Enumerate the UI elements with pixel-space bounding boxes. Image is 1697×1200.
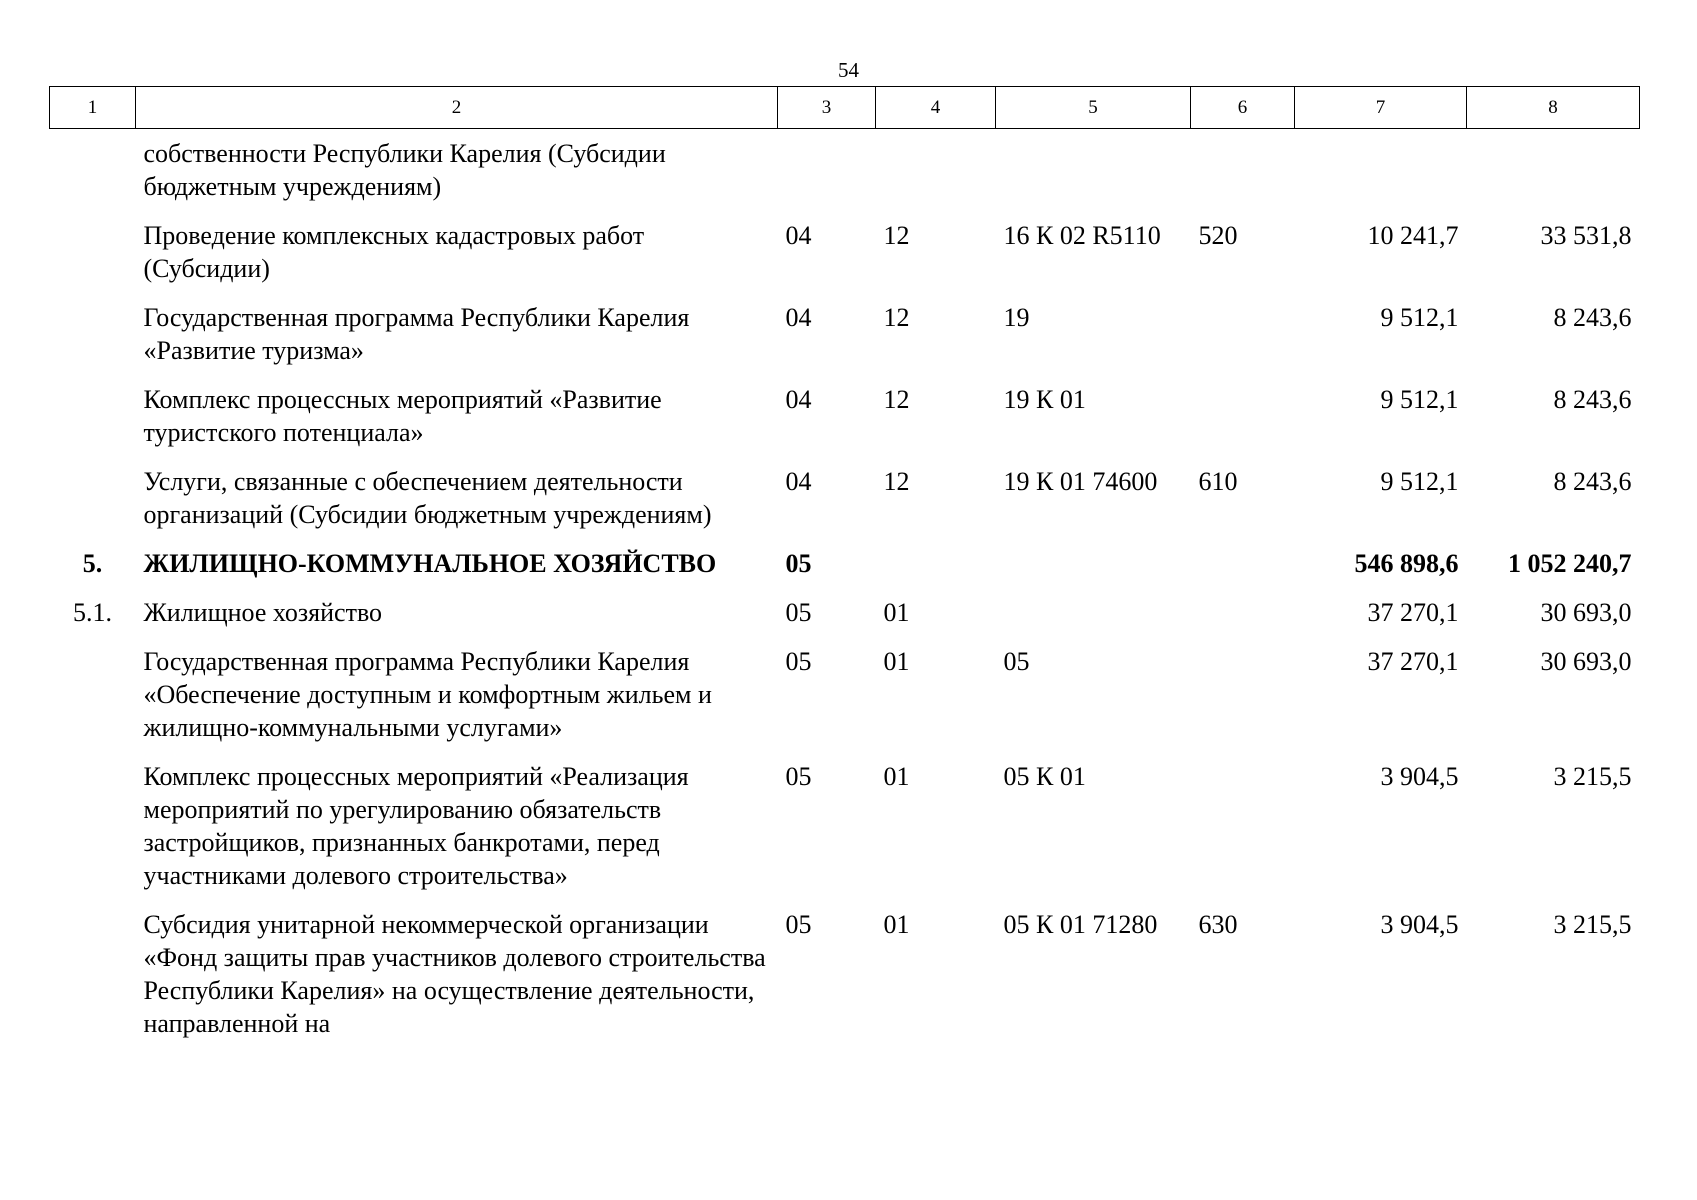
row-number: 5.1.	[73, 598, 112, 627]
row-number	[50, 908, 136, 1056]
row-target-code: 19 К 01	[1003, 385, 1086, 414]
table-row	[50, 219, 1640, 301]
row-target-code	[996, 129, 1191, 220]
row-amount-col7: 9 512,1	[1380, 385, 1459, 414]
page-number: 54	[838, 58, 859, 82]
row-amount-col7: 37 270,1	[1367, 647, 1459, 676]
row-subsection: 12	[883, 467, 910, 496]
table-row	[50, 645, 1640, 760]
row-expense-type	[1191, 383, 1295, 465]
row-name: Услуги, связанные с обеспечением деятельности организаций (Субсидии бюджетным учреждениям)	[143, 467, 712, 529]
row-subsection: 12	[883, 385, 910, 414]
row-section: 05	[785, 647, 812, 676]
table-row	[50, 547, 1640, 596]
row-name: Проведение комплексных кадастровых работ (Субсидии)	[143, 221, 645, 283]
row-expense-type	[1191, 645, 1295, 760]
row-section: 04	[785, 467, 812, 496]
row-section: 05	[785, 762, 812, 791]
row-amount-col8: 1 052 240,7	[1508, 549, 1632, 578]
row-expense-type	[1191, 760, 1295, 908]
row-amount-col8: 3 215,5	[1553, 910, 1632, 939]
row-subsection: 12	[883, 221, 910, 250]
row-target-code: 16 К 02 R5110	[1003, 221, 1161, 250]
header-col-6: 6	[1191, 87, 1295, 129]
row-number	[50, 301, 136, 383]
row-section: 05	[785, 549, 812, 578]
row-amount-col8	[1467, 129, 1640, 220]
header-col-4: 4	[876, 87, 996, 129]
row-section: 04	[785, 303, 812, 332]
row-amount-col7: 10 241,7	[1367, 221, 1459, 250]
row-subsection: 01	[883, 762, 910, 791]
row-target-code: 05	[1003, 647, 1030, 676]
row-subsection	[876, 129, 996, 220]
table-body	[50, 129, 1640, 1057]
row-name: ЖИЛИЩНО-КОММУНАЛЬНОЕ ХОЗЯЙСТВО	[143, 549, 717, 578]
row-name: Государственная программа Республики Карелия «Обеспечение доступным и комфортным жильем и жилищно-коммунальными услугами»	[143, 647, 712, 742]
row-number: 5.	[82, 549, 103, 578]
row-section: 04	[785, 385, 812, 414]
row-target-code: 05 К 01	[1003, 762, 1086, 791]
row-subsection: 01	[883, 647, 910, 676]
row-subsection: 12	[883, 303, 910, 332]
table-row	[50, 383, 1640, 465]
row-amount-col8: 30 693,0	[1540, 598, 1632, 627]
row-amount-col7	[1295, 129, 1467, 220]
row-amount-col8: 8 243,6	[1553, 303, 1632, 332]
row-target-code: 05 К 01 71280	[1003, 910, 1158, 939]
row-amount-col8: 3 215,5	[1553, 762, 1632, 791]
header-col-2: 2	[136, 87, 778, 129]
row-amount-col7: 9 512,1	[1380, 303, 1459, 332]
row-target-code: 19	[1003, 303, 1030, 332]
row-target-code: 19 К 01 74600	[1003, 467, 1158, 496]
row-name: собственности Республики Карелия (Субсидии бюджетным учреждениям)	[143, 139, 666, 201]
table-row	[50, 760, 1640, 908]
table-row	[50, 301, 1640, 383]
budget-table	[49, 86, 1640, 1056]
row-number	[50, 383, 136, 465]
header-col-8: 8	[1467, 87, 1640, 129]
row-expense-type	[1191, 547, 1295, 596]
row-amount-col7: 9 512,1	[1380, 467, 1459, 496]
row-number	[50, 760, 136, 908]
row-section: 05	[785, 598, 812, 627]
header-col-5: 5	[996, 87, 1191, 129]
row-amount-col7: 3 904,5	[1380, 910, 1459, 939]
row-subsection: 01	[883, 598, 910, 627]
table-row	[50, 908, 1640, 1056]
row-name: Субсидия унитарной некоммерческой организации «Фонд защиты прав участников долевого строительства Республики Карелия» на осуществление деятельности, направленной на	[143, 910, 766, 1038]
table-header	[50, 87, 1640, 129]
row-subsection	[876, 547, 996, 596]
header-col-1: 1	[50, 87, 136, 129]
row-amount-col7: 3 904,5	[1380, 762, 1459, 791]
row-name: Государственная программа Республики Карелия «Развитие туризма»	[143, 303, 690, 365]
table-row	[50, 596, 1640, 645]
header-row	[50, 87, 1640, 129]
row-name: Жилищное хозяйство	[143, 598, 383, 627]
row-name: Комплекс процессных мероприятий «Реализация мероприятий по урегулированию обязательств застройщиков, признанных банкротами, перед участниками долевого строительства»	[143, 762, 689, 890]
header-col-3: 3	[778, 87, 876, 129]
row-amount-col7: 546 898,6	[1354, 549, 1459, 578]
table-row	[50, 465, 1640, 547]
row-target-code	[996, 547, 1191, 596]
row-expense-type	[1191, 596, 1295, 645]
row-amount-col7: 37 270,1	[1367, 598, 1459, 627]
row-number	[50, 129, 136, 220]
row-expense-type	[1191, 129, 1295, 220]
row-number	[50, 465, 136, 547]
table-row	[50, 129, 1640, 220]
row-expense-type: 520	[1198, 221, 1238, 250]
row-amount-col8: 8 243,6	[1553, 385, 1632, 414]
row-section: 04	[785, 221, 812, 250]
row-number	[50, 219, 136, 301]
row-expense-type: 630	[1198, 910, 1238, 939]
header-col-7: 7	[1295, 87, 1467, 129]
row-amount-col8: 33 531,8	[1540, 221, 1632, 250]
row-number	[50, 645, 136, 760]
row-section: 05	[785, 910, 812, 939]
row-amount-col8: 30 693,0	[1540, 647, 1632, 676]
row-target-code	[996, 596, 1191, 645]
row-amount-col8: 8 243,6	[1553, 467, 1632, 496]
row-subsection: 01	[883, 910, 910, 939]
row-section	[778, 129, 876, 220]
row-name: Комплекс процессных мероприятий «Развитие туристского потенциала»	[143, 385, 662, 447]
row-expense-type	[1191, 301, 1295, 383]
row-expense-type: 610	[1198, 467, 1238, 496]
